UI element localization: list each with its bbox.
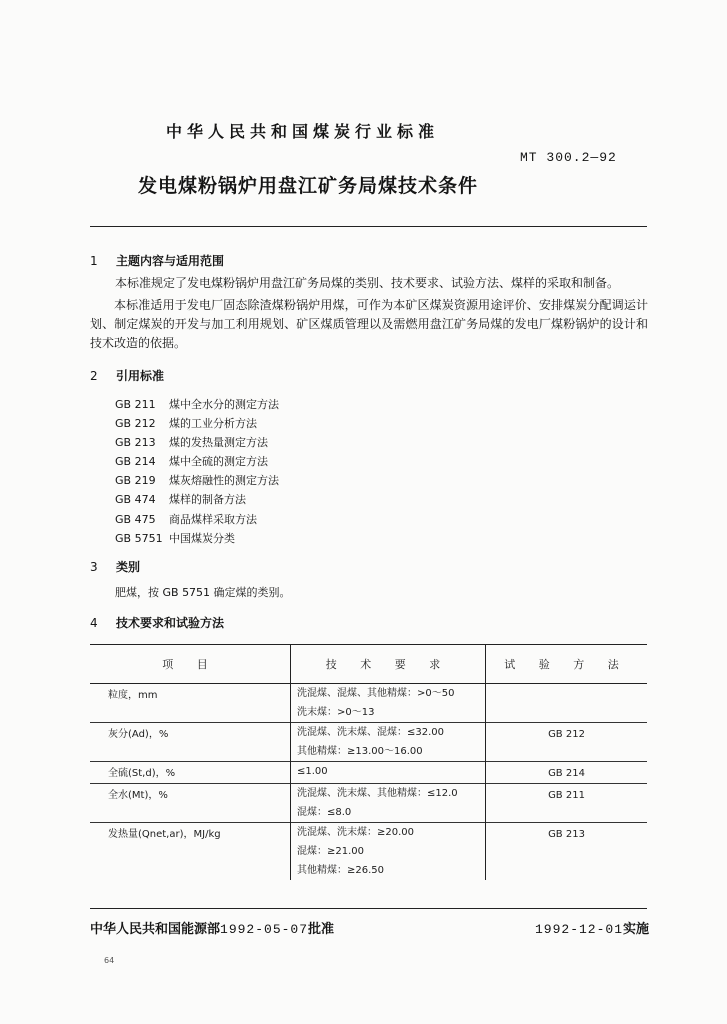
ref-title: 煤中全水分的测定方法 [169, 398, 279, 411]
item-cell: 全水(Mt)，% [108, 790, 168, 801]
ref-code: GB 212 [115, 417, 156, 431]
effective-suffix: 实施 [623, 922, 650, 937]
requirement-line: 其他精煤：≥13.00～16.00 [297, 746, 423, 757]
table-row [90, 684, 647, 723]
approval-date: 1992-05-07 [220, 922, 309, 937]
section-title: 类别 [116, 560, 141, 574]
method-cell: GB 214 [548, 768, 585, 779]
list-item [115, 433, 279, 452]
column-header-item: 项 目 [162, 658, 218, 671]
list-item [115, 414, 279, 433]
section-number: 3 [90, 560, 98, 574]
requirement-line: 洗混煤、洗末煤、混煤：≤32.00 [297, 727, 445, 738]
section-number: 1 [90, 254, 98, 268]
section-3-heading [90, 558, 140, 575]
ref-title: 煤样的制备方法 [169, 493, 246, 507]
approval-org: 中华人民共和国能源部 [90, 922, 221, 937]
item-cell: 灰分(Ad)，% [108, 729, 169, 740]
section-1-heading [90, 252, 224, 269]
table-row [90, 723, 647, 762]
requirement-line: 洗末煤：>0～13 [297, 707, 375, 718]
title-divider [90, 226, 647, 227]
requirement-line: 洗混煤、混煤、其他精煤：>0～50 [297, 688, 455, 699]
effective-line [535, 918, 649, 937]
approval-line [90, 918, 334, 937]
section-title: 技术要求和试验方法 [116, 616, 225, 630]
page-number: 64 [104, 956, 115, 965]
ref-title: 煤中全硫的测定方法 [169, 455, 268, 469]
effective-date: 1992-12-01 [535, 922, 624, 937]
method-cell [486, 686, 647, 705]
ref-title: 煤的工业分析方法 [169, 417, 257, 431]
standard-title: 中华人民共和国煤炭行业标准 [166, 122, 440, 141]
method-cell: GB 211 [548, 790, 585, 801]
section-2-heading [90, 367, 164, 384]
approval-suffix: 批准 [308, 922, 335, 937]
list-item [115, 395, 279, 414]
list-item [115, 490, 279, 509]
section-1-para-1: 本标准规定了发电煤粉锅炉用盘江矿务局煤的类别、技术要求、试验方法、煤样的采取和制备。 [115, 276, 620, 290]
table-row [90, 823, 647, 881]
ref-code: GB 5751 [115, 531, 163, 545]
standard-number: MT 300.2—92 [520, 150, 617, 165]
section-number: 4 [90, 616, 98, 630]
column-header-method: 试 验 方 法 [504, 658, 629, 671]
requirement-line: 其他精煤：≥26.50 [297, 865, 385, 876]
list-item [115, 529, 279, 548]
ref-title: 中国煤炭分类 [169, 531, 235, 545]
requirement-line: ≤1.00 [297, 766, 328, 777]
list-item [115, 471, 279, 490]
table-header-row [90, 645, 647, 684]
footer-divider [90, 908, 647, 909]
ref-title: 煤的发热量测定方法 [169, 436, 268, 450]
ref-code: GB 214 [115, 455, 156, 469]
list-item [115, 452, 279, 471]
requirement-line: 混煤：≥21.00 [297, 846, 365, 857]
ref-code: GB 474 [115, 493, 156, 507]
requirement-line: 洗混煤、洗末煤：≥20.00 [297, 827, 415, 838]
column-header-requirement: 技 术 要 求 [291, 645, 486, 684]
ref-title: 商品煤样采取方法 [169, 512, 257, 526]
section-3-para: 肥煤，按 GB 5751 确定煤的类别。 [115, 586, 291, 599]
item-cell: 全硫(St,d)，% [108, 768, 176, 779]
section-number: 2 [90, 369, 98, 383]
item-cell: 发热量(Qnet,ar)，MJ/kg [108, 829, 221, 840]
method-cell: GB 213 [548, 829, 585, 840]
section-1-para-2: 本标准适用于发电厂固态除渣煤粉锅炉用煤，可作为本矿区煤炭资源用途评价、安排煤炭分配调运计划、制定煤炭的开发与加工利用规划、矿区煤质管理以及需燃用盘江矿务局煤的发电厂煤粉锅炉的设计和技术改造的依据。 [90, 298, 648, 350]
technical-requirements-table [90, 644, 647, 880]
referenced-standards-list [115, 395, 279, 548]
ref-code: GB 211 [115, 398, 156, 411]
ref-code: GB 213 [115, 436, 156, 450]
section-title: 引用标准 [116, 369, 165, 383]
requirement-line: 洗混煤、洗末煤、其他精煤：≤12.0 [297, 788, 458, 799]
ref-title: 煤灰熔融性的测定方法 [169, 474, 279, 488]
table-row [90, 762, 647, 784]
ref-code: GB 475 [115, 512, 156, 526]
section-4-heading [90, 614, 224, 631]
requirement-line: 混煤：≤8.0 [297, 807, 352, 818]
document-title: 发电煤粉锅炉用盘江矿务局煤技术条件 [138, 175, 479, 197]
list-item [115, 510, 279, 529]
method-cell: GB 212 [548, 729, 585, 740]
section-title: 主题内容与适用范围 [116, 254, 225, 268]
table-row [90, 784, 647, 823]
ref-code: GB 219 [115, 474, 156, 488]
item-cell: 粒度，mm [108, 690, 158, 701]
